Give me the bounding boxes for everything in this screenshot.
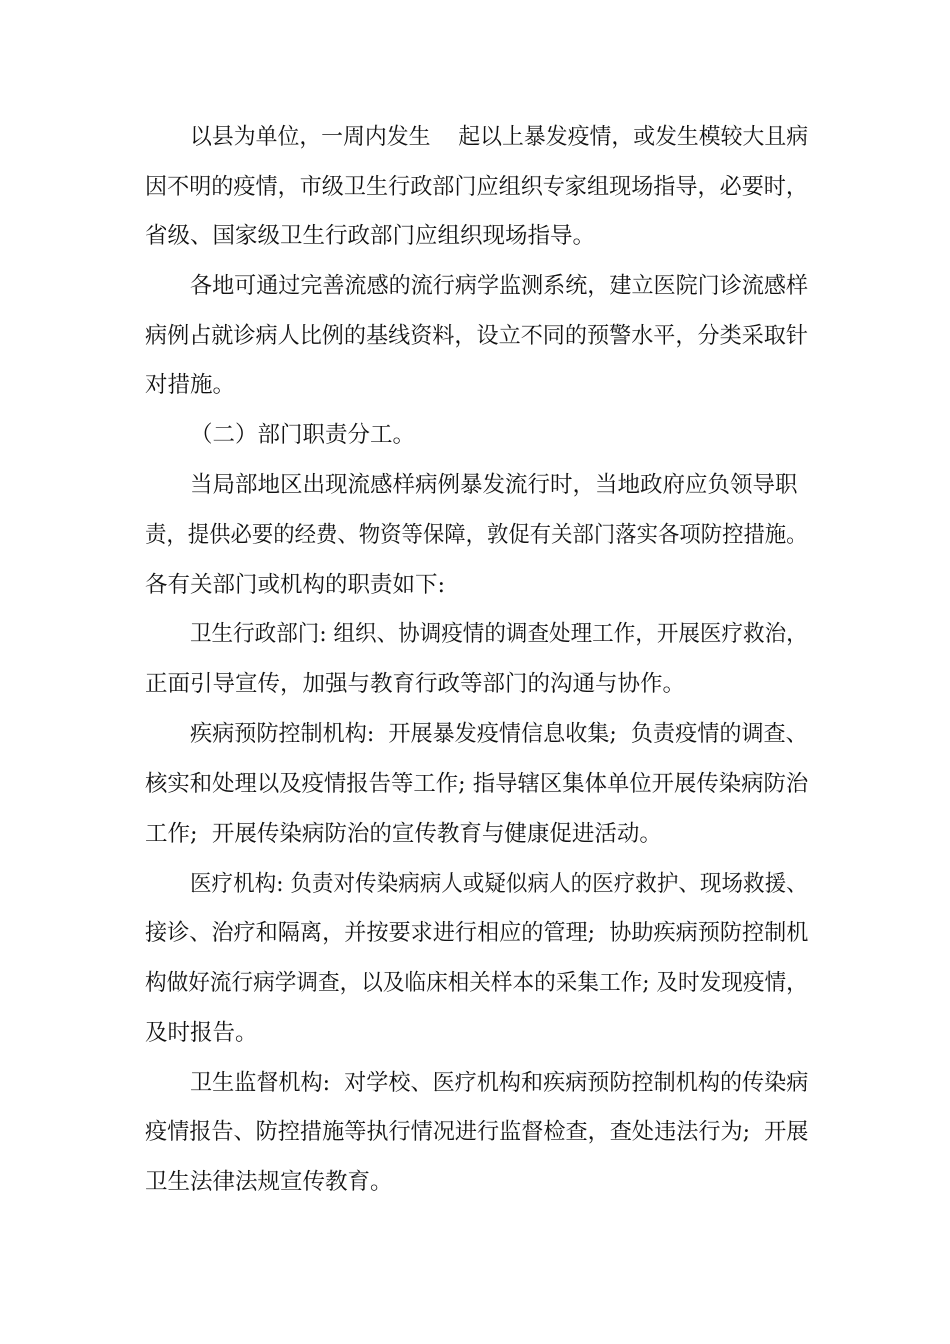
section-heading: （二）部门职责分工。 [190, 422, 416, 448]
paragraph-line: 病例占就诊病人比例的基线资料，设立不同的预警水平，分类采取针 [145, 323, 809, 349]
paragraph-line: 以县为单位，一周内发生 起以上暴发疫情，或发生模较大且病 [190, 124, 809, 150]
paragraph-line: 卫生行政部门: 组织、协调疫情的调查处理工作，开展医疗救治， [190, 621, 808, 647]
paragraph-line: 各有关部门或机构的职责如下: [145, 572, 446, 598]
paragraph-line: 各地可通过完善流感的流行病学监测系统，建立医院门诊流感样 [190, 273, 809, 299]
paragraph-line: 省级、国家级卫生行政部门应组织现场指导。 [145, 223, 596, 249]
paragraph-line: 及时报告。 [145, 1020, 258, 1046]
paragraph-line: 正面引导宣传，加强与教育行政等部门的沟通与协作。 [145, 671, 686, 697]
paragraph-line: 责，提供必要的经费、物资等保障，敦促有关部门落实各项防控措施。 [145, 522, 808, 548]
paragraph-line: 对措施。 [145, 372, 236, 398]
paragraph-line: 构做好流行病学调查，以及临床相关样本的采集工作; 及时发现疫情， [145, 970, 808, 996]
paragraph-line: 疾病预防控制机构: 开展暴发疫情信息收集; 负责疫情的调查、 [190, 721, 808, 747]
paragraph-line: 医疗机构: 负责对传染病病人或疑似病人的医疗救护、现场救援、 [190, 871, 808, 897]
paragraph-line: 当局部地区出现流感样病例暴发流行时，当地政府应负领导职 [190, 472, 798, 498]
paragraph-line: 卫生法律法规宣传教育。 [145, 1169, 393, 1195]
paragraph-line: 核实和处理以及疫情报告等工作; 指导辖区集体单位开展传染病防治 [145, 771, 809, 797]
paragraph-line: 疫情报告、防控措施等执行情况进行监督检查，查处违法行为; 开展 [145, 1119, 809, 1145]
paragraph-line: 卫生监督机构: 对学校、医疗机构和疾病预防控制机构的传染病 [190, 1070, 809, 1096]
paragraph-line: 工作; 开展传染病防治的宣传教育与健康促进活动。 [145, 821, 662, 847]
paragraph-line: 接诊、治疗和隔离，并按要求进行相应的管理; 协助疾病预防控制机 [145, 920, 809, 946]
paragraph-line: 因不明的疫情，市级卫生行政部门应组织专家组现场指导，必要时， [145, 174, 809, 200]
